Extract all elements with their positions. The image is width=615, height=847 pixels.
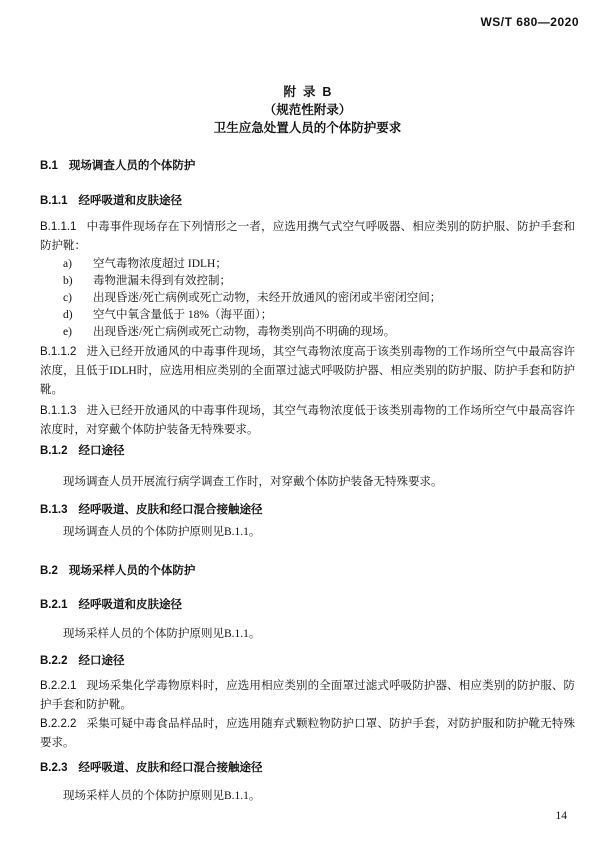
section-heading-b2-1 xyxy=(40,597,575,613)
clause-number: B.1.2 xyxy=(40,445,68,457)
clause-title: 经口途径 xyxy=(78,445,125,457)
list-item xyxy=(63,324,575,341)
clause-number: B.1.1.3 xyxy=(40,405,77,417)
condition-list xyxy=(40,256,575,341)
section-heading-b1-1 xyxy=(40,193,575,209)
clause-title: 经呼吸道和皮肤途径 xyxy=(78,195,182,207)
clause-number: B.1.1 xyxy=(40,195,68,207)
clause-number: B.1.1.2 xyxy=(40,346,77,358)
clause-b2-3-text: 现场采样人员的个体防护原则见B.1.1。 xyxy=(63,790,261,802)
clause-title: 现场采样人员的个体防护 xyxy=(68,565,196,577)
clause-text: 进入已经开放通风的中毒事件现场，其空气毒物浓度高于该类别毒物的工作场所空气中最高容许浓度，且低于IDLH时，应选用相应类别的全面罩过滤式呼吸防护器、相应类别的防护服、防护手套和防护靴。 xyxy=(40,346,575,396)
clause-number: B.2.2.2 xyxy=(40,718,77,730)
section-heading-b2-2 xyxy=(40,653,575,669)
list-item-label: c) xyxy=(63,292,72,304)
section-heading-b2-3 xyxy=(40,760,575,776)
clause-b2-2-2 xyxy=(40,715,575,753)
clause-b2-1-text: 现场采样人员的个体防护原则见B.1.1。 xyxy=(63,628,261,640)
clause-b1-1-2 xyxy=(40,343,575,400)
clause-number: B.1 xyxy=(40,160,58,172)
clause-b1-3-text: 现场调查人员的个体防护原则见B.1.1。 xyxy=(63,526,261,538)
list-item-label: d) xyxy=(63,309,73,321)
clause-text: 中毒事件现场存在下列情形之一者，应选用携气式空气呼吸器、相应类别的防护服、防护手套和防护靴： xyxy=(40,221,575,252)
section-heading-b1 xyxy=(40,158,575,174)
page-content xyxy=(40,83,575,806)
list-item-text: 毒物泄漏未得到有效控制； xyxy=(93,275,231,287)
list-item-text: 空气中氧含量低于 18%（海平面）； xyxy=(93,309,273,321)
clause-title: 经呼吸道、皮肤和经口混合接触途径 xyxy=(78,762,263,774)
clause-text: 进入已经开放通风的中毒事件现场，其空气毒物浓度低于该类别毒物的工作场所空气中最高容许浓度时，对穿戴个体防护装备无特殊要求。 xyxy=(40,405,575,436)
clause-b1-1-3 xyxy=(40,402,575,440)
appendix-subject: 卫生应急处置人员的个体防护要求 xyxy=(213,121,402,135)
list-item xyxy=(63,290,575,307)
doc-code: WS/T 680—2020 xyxy=(480,15,579,29)
page-number: 14 xyxy=(555,810,567,822)
clause-number: B.2.3 xyxy=(40,762,68,774)
clause-number: B.2.2 xyxy=(40,655,68,667)
list-item-label: b) xyxy=(63,275,73,287)
list-item xyxy=(63,273,575,290)
clause-number: B.1.3 xyxy=(40,504,68,516)
list-item-text: 空气毒物浓度超过 IDLH； xyxy=(93,258,227,270)
clause-text: 现场采集化学毒物原料时，应选用相应类别的全面罩过滤式呼吸防护器、相应类别的防护服、防护手套和防护靴。 xyxy=(40,680,575,711)
clause-title: 现场调查人员的个体防护 xyxy=(68,160,196,172)
section-heading-b1-2 xyxy=(40,443,575,459)
section-heading-b1-3 xyxy=(40,502,575,518)
clause-title: 经口途径 xyxy=(78,655,125,667)
clause-title: 经呼吸道、皮肤和经口混合接触途径 xyxy=(78,504,263,516)
clause-text: 采集可疑中毒食品样品时，应选用随弃式颗粒物防护口罩、防护手套，对防护服和防护靴无特殊要求。 xyxy=(40,718,575,749)
list-item-text: 出现昏迷/死亡病例或死亡动物，毒物类别尚不明确的现场。 xyxy=(93,326,396,338)
appendix-title-block xyxy=(40,83,575,137)
appendix-label: 附 录 B xyxy=(283,85,332,99)
list-item-label: a) xyxy=(63,258,72,270)
clause-title: 经呼吸道和皮肤途径 xyxy=(78,599,182,611)
clause-b1-2-text: 现场调查人员开展流行病学调查工作时，对穿戴个体防护装备无特殊要求。 xyxy=(63,476,443,488)
clause-number: B.2.2.1 xyxy=(40,680,77,692)
list-item-text: 出现昏迷/死亡病例或死亡动物，未经开放通风的密闭或半密闭空间； xyxy=(93,292,442,304)
appendix-normative-note: （规范性附录） xyxy=(263,103,352,117)
list-item xyxy=(63,256,575,273)
clause-number: B.2 xyxy=(40,565,58,577)
clause-number: B.2.1 xyxy=(40,599,68,611)
list-item xyxy=(63,307,575,324)
clause-b2-2-1 xyxy=(40,677,575,715)
list-item-label: e) xyxy=(63,326,72,338)
clause-b1-1-1 xyxy=(40,218,575,256)
clause-number: B.1.1.1 xyxy=(40,221,77,233)
section-heading-b2 xyxy=(40,563,575,579)
